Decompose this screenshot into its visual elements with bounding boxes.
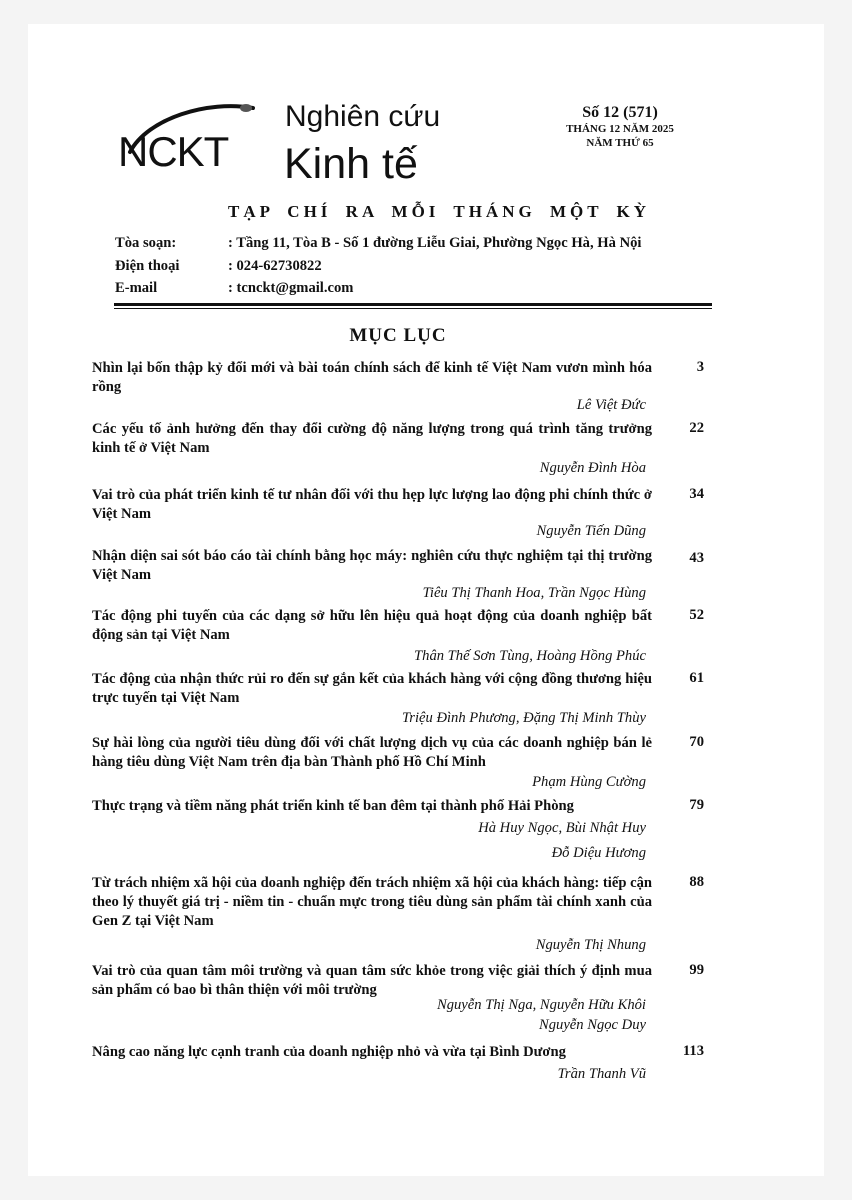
toc-author: Nguyễn Ngọc Duy xyxy=(539,1017,646,1033)
issue-number: Số 12 (571) xyxy=(582,104,658,121)
toc-author: Đỗ Diệu Hương xyxy=(551,845,646,861)
toc-author: Nguyễn Thị Nhung xyxy=(535,937,646,953)
toc-page-number: 70 xyxy=(689,734,704,750)
toc-article-title: Nâng cao năng lực cạnh tranh của doanh nghiệp nhỏ và vừa tại Bình Dương xyxy=(92,1044,566,1060)
toc-page-number: 113 xyxy=(682,1043,704,1059)
toc-heading: MỤC LỤC xyxy=(349,325,447,346)
toc-author: Triệu Đình Phương, Đặng Thị Minh Thùy xyxy=(402,710,646,726)
toc-author: Trần Thanh Vũ xyxy=(557,1066,646,1082)
toc-author: Hà Huy Ngọc, Bùi Nhật Huy xyxy=(478,820,646,836)
contact-label: Điện thoại xyxy=(115,257,180,274)
toc-author: Nguyễn Đình Hòa xyxy=(539,460,646,476)
contact-label: Tòa soạn: xyxy=(115,235,177,251)
journal-logo xyxy=(118,100,278,175)
toc-page-number: 88 xyxy=(689,874,704,890)
toc-page-number: 43 xyxy=(689,550,704,566)
contact-block xyxy=(115,235,641,303)
toc-article-title: Tác động phi tuyến của các dạng sở hữu lên hiệu quả hoạt động của doanh nghiệp bất động sản tại Việt Nam xyxy=(92,608,652,643)
contact-value: : Tầng 11, Tòa B - Số 1 đường Liễu Giai, Phường Ngọc Hà, Hà Nội xyxy=(228,235,642,251)
toc-author: Tiêu Thị Thanh Hoa, Trần Ngọc Hùng xyxy=(422,585,646,601)
toc-author: Nguyễn Tiến Dũng xyxy=(536,523,646,539)
toc-author: Lê Việt Đức xyxy=(576,397,646,413)
issue-info xyxy=(560,104,680,150)
contact-value: : 024-62730822 xyxy=(228,257,322,274)
toc-page-number: 79 xyxy=(689,797,704,813)
toc-article-title: Nhận diện sai sót báo cáo tài chính bằng học máy: nghiên cứu thực nghiệm tại thị trường Việt Nam xyxy=(92,548,652,583)
toc-author: Phạm Hùng Cường xyxy=(532,774,646,790)
toc-page-number: 52 xyxy=(689,607,704,623)
toc-article-title: Vai trò của quan tâm môi trường và quan tâm sức khỏe trong việc giải thích ý định mua sản phẩm có bao bì thân thiện với môi trường xyxy=(92,963,652,998)
toc-page-number: 22 xyxy=(689,420,704,436)
toc-page-number: 99 xyxy=(689,962,704,978)
contact-label: E-mail xyxy=(115,280,158,296)
journal-name-line2: Kinh tế xyxy=(284,140,418,188)
contact-row-phone xyxy=(115,258,641,281)
toc-article-title: Sự hài lòng của người tiêu dùng đối với chất lượng dịch vụ của các doanh nghiệp bán lẻ hàng tiêu dùng Việt Nam trên địa bàn Thành phố Hồ Chí Minh xyxy=(92,735,652,770)
divider xyxy=(114,308,712,309)
issue-date: THÁNG 12 NĂM 2025 xyxy=(566,123,674,135)
toc-page-number: 61 xyxy=(689,670,704,686)
toc-author: Nguyễn Thị Nga, Nguyễn Hữu Khôi xyxy=(436,997,646,1013)
logo-text: NCKT xyxy=(118,128,229,175)
contact-value: : tcnckt@gmail.com xyxy=(228,280,354,296)
toc-article-title: Các yếu tố ảnh hưởng đến thay đổi cường độ năng lượng trong quá trình tăng trưởng kinh tế ở Việt Nam xyxy=(92,421,652,456)
toc-article-title: Từ trách nhiệm xã hội của doanh nghiệp đến trách nhiệm xã hội của khách hàng: tiếp cận theo lý thuyết giá trị - niềm tin - chuẩn mực trong tiêu dùng sản phẩm tài chính xanh của Gen Z tại Việt Nam xyxy=(92,875,652,929)
contact-row-email xyxy=(115,280,641,303)
toc-page-number: 3 xyxy=(696,359,704,375)
toc-page-number: 34 xyxy=(689,486,704,502)
issue-year: NĂM THỨ 65 xyxy=(586,137,654,149)
journal-name-line1: Nghiên cứu xyxy=(285,100,441,133)
contact-row-address xyxy=(115,235,641,258)
toc-article-title: Nhìn lại bốn thập kỷ đổi mới và bài toán chính sách để kinh tế Việt Nam vươn mình hóa rồng xyxy=(92,360,652,395)
toc-author: Thân Thế Sơn Tùng, Hoàng Hồng Phúc xyxy=(414,648,646,664)
toc-article-title: Thực trạng và tiềm năng phát triển kinh tế ban đêm tại thành phố Hải Phòng xyxy=(92,798,574,814)
toc-article-title: Tác động của nhận thức rủi ro đến sự gắn kết của khách hàng với cộng đồng thương hiệu trực tuyến tại Việt Nam xyxy=(92,671,652,706)
tagline: TẠP CHÍ RA MỖI THÁNG MỘT KỲ xyxy=(228,202,651,221)
divider xyxy=(114,303,712,306)
toc-article-title: Vai trò của phát triển kinh tế tư nhân đối với thu hẹp lực lượng lao động phi chính thức ở Việt Nam xyxy=(92,487,652,522)
